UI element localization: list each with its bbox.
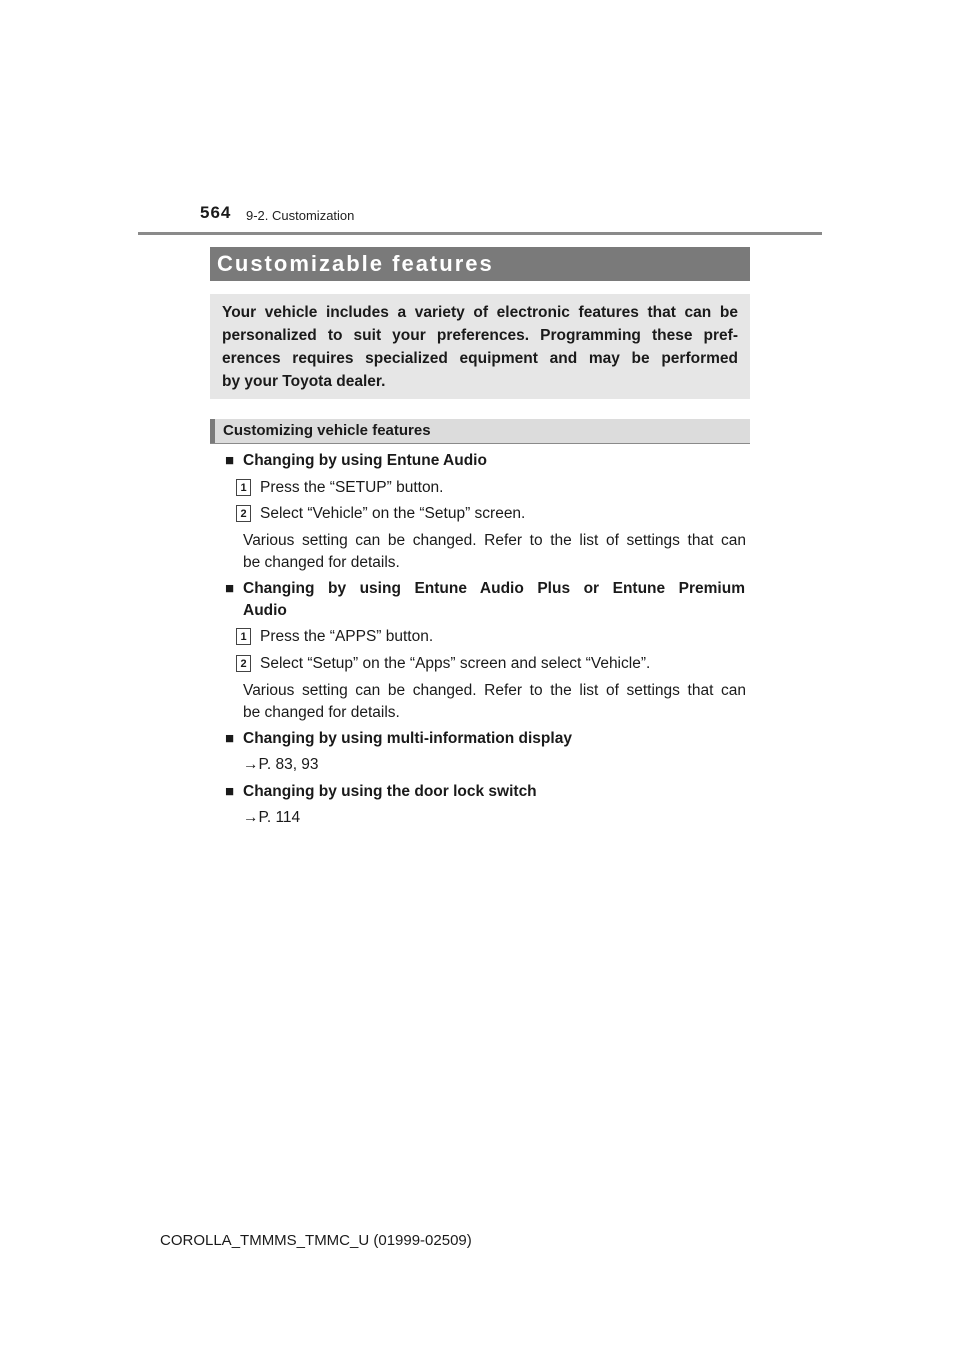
subheading-marker: [210, 419, 215, 443]
section-heading-text: Audio: [243, 602, 287, 619]
section-heading-text: Changing by using Entune Audio: [243, 452, 487, 469]
title-bar: [210, 247, 750, 281]
step-text: Press the “APPS” button.: [260, 628, 434, 645]
section-heading: [225, 578, 745, 622]
note-text: [243, 530, 746, 574]
section-heading-text: Changing by using multi-information display: [243, 730, 572, 747]
intro-line: Your vehicle includes a variety of electronic features that can be: [222, 304, 738, 321]
note-text: [243, 680, 746, 724]
intro-box: [210, 294, 750, 399]
section-heading-text: Changing by using the door lock switch: [243, 783, 537, 800]
square-bullet-icon: ■: [225, 783, 235, 800]
page-number: 564: [200, 203, 232, 222]
note-line: be changed for details.: [243, 554, 400, 571]
step-text: Select “Setup” on the “Apps” screen and select “Vehicle”.: [260, 655, 651, 672]
step-number-badge: 2: [236, 655, 251, 672]
section-heading-text: Changing by using Entune Audio Plus or Entune Premium: [243, 580, 745, 597]
step-number-badge: 1: [236, 479, 251, 496]
intro-line: erences requires specialized equipment and may be performed: [222, 350, 738, 367]
section-heading: [225, 728, 745, 750]
header-rule: [138, 232, 822, 235]
square-bullet-icon: ■: [225, 580, 235, 597]
step-text: Press the “SETUP” button.: [260, 479, 444, 496]
note-line: Various setting can be changed. Refer to the list of settings that can: [243, 532, 746, 549]
square-bullet-icon: ■: [225, 730, 235, 747]
square-bullet-icon: ■: [225, 452, 235, 469]
page-reference-link[interactable]: →P. 83, 93: [243, 756, 319, 773]
section-reference: 9-2. Customization: [246, 208, 355, 223]
page-title: Customizable features: [217, 251, 494, 276]
step-text: Select “Vehicle” on the “Setup” screen.: [260, 505, 526, 522]
step-number-badge: 1: [236, 628, 251, 645]
section-heading: [225, 450, 745, 472]
subheading-bar: [210, 419, 750, 444]
subheading: Customizing vehicle features: [223, 422, 431, 439]
footer-document-id: COROLLA_TMMMS_TMMC_U (01999-02509): [160, 1232, 472, 1249]
intro-line: by your Toyota dealer.: [222, 373, 386, 390]
page-reference-link[interactable]: →P. 114: [243, 809, 301, 826]
section-heading: [225, 781, 745, 803]
note-line: be changed for details.: [243, 704, 400, 721]
intro-line: personalized to suit your preferences. Programming these pref-: [222, 327, 738, 344]
note-line: Various setting can be changed. Refer to the list of settings that can: [243, 682, 746, 699]
step-number-badge: 2: [236, 505, 251, 522]
